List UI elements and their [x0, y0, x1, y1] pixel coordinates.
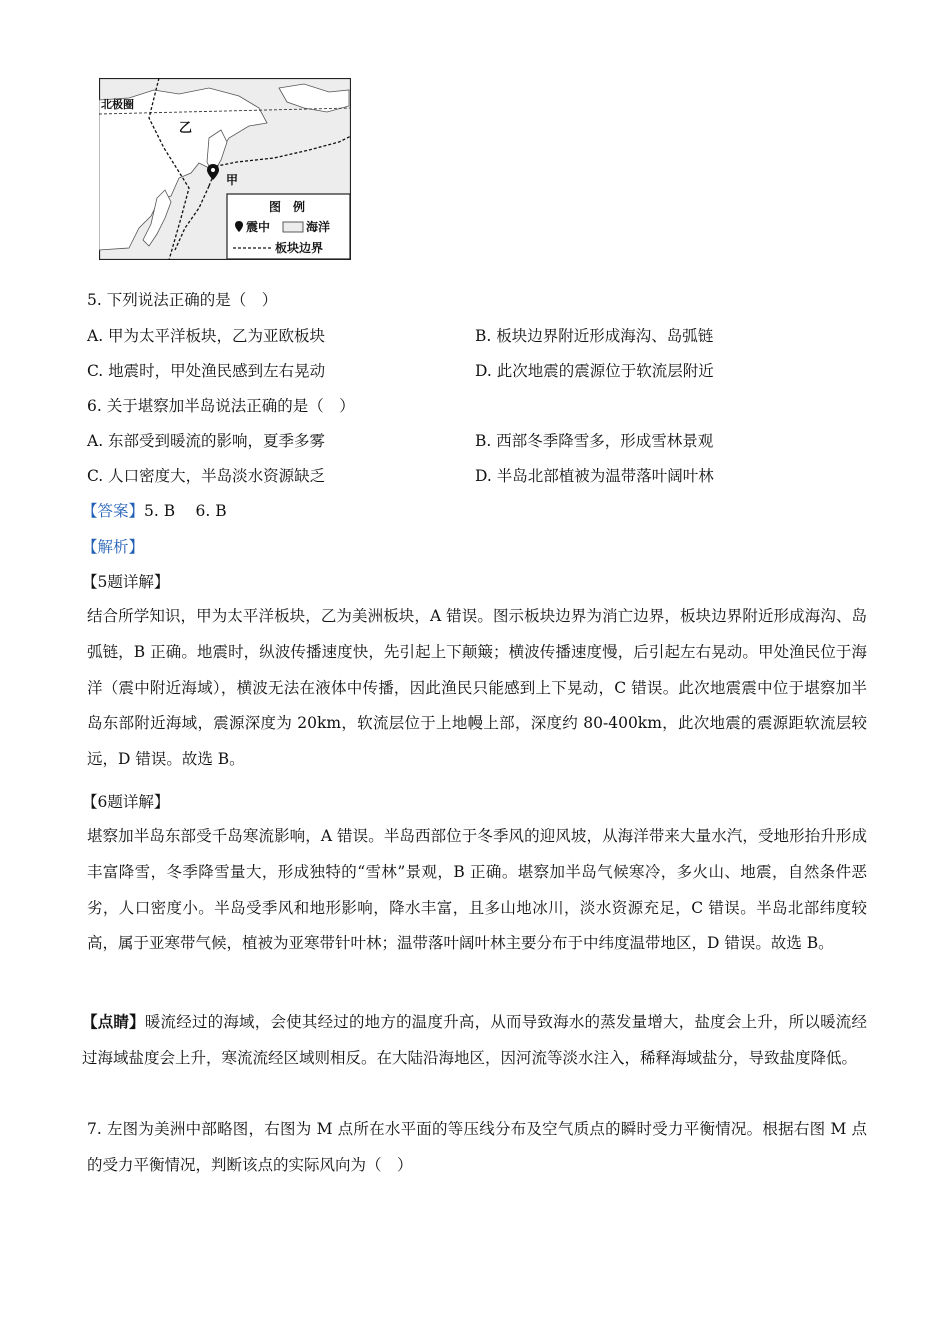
legend-ocean-swatch — [283, 222, 303, 232]
answer-line — [82, 500, 227, 522]
kamchatka-map — [99, 78, 351, 260]
legend-boundary-label: 板块边界 — [275, 241, 324, 255]
answer-text: 5. B 6. B — [144, 502, 227, 520]
detail-6-text: 堪察加半岛东部受千岛寒流影响，A 错误。半岛西部位于冬季风的迎风坡，从海洋带来大量水汽，受地形抬升形成丰富降雪，冬季降雪量大，形成独特的“雪林”景观，B 正确。堪察加半岛气候寒冷，多火山、地震，自然条件恶劣，人口密度小。半岛受季风和地形影响，降水丰富，且多山地冰川，淡水资源充足，C 错误。半岛北部纬度较高，属于亚寒带气候，植被为亚寒带针叶林；温带落叶阔叶林主要分布于中纬度温带地区，D 错误。故选 B。 — [87, 827, 867, 953]
q5-option-a: A. 甲为太平洋板块，乙为亚欧板块 — [87, 327, 326, 345]
tip-tag: 【点睛】 — [82, 1012, 145, 1031]
tip-paragraph — [82, 1004, 867, 1077]
answer-tag: 【答案】 — [82, 502, 145, 520]
legend-title: 图 例 — [269, 200, 306, 214]
detail-6-tag: 【6题详解】 — [82, 793, 170, 811]
tip-text: 暖流经过的海域，会使其经过的地方的温度升高，从而导致海水的蒸发量增大，盐度会上升，所以暖流经过海域盐度会上升，寒流流经区域则相反。在大陆沿海地区，因河流等淡水注入，稀释海域盐分，导致盐度降低。 — [82, 1013, 867, 1067]
q5-stem: 5. 下列说法正确的是（ ） — [87, 291, 278, 309]
q6-option-a: A. 东部受到暖流的影响，夏季多雾 — [87, 432, 326, 450]
q6-option-b: B. 西部冬季降雪多，形成雪林景观 — [475, 432, 714, 450]
q5-option-b: B. 板块边界附近形成海沟、岛弧链 — [475, 327, 714, 345]
legend-epicenter-label: 震中 — [246, 220, 271, 234]
legend-ocean-label: 海洋 — [306, 220, 331, 234]
q7-stem: 7. 左图为美洲中部略图，右图为 M 点所在水平面的等压线分布及空气质点的瞬时受力平衡情况。根据右图 M 点的受力平衡情况，判断该点的实际风向为（ ） — [87, 1120, 867, 1174]
map-label-yi: 乙 — [179, 121, 193, 136]
q6-stem: 6. 关于堪察加半岛说法正确的是（ ） — [87, 397, 355, 415]
q6-option-c: C. 人口密度大，半岛淡水资源缺乏 — [87, 467, 326, 485]
q5-option-c: C. 地震时，甲处渔民感到左右晃动 — [87, 362, 326, 380]
analysis-tag: 【解析】 — [82, 538, 145, 556]
detail-5-text: 结合所学知识，甲为太平洋板块，乙为美洲板块，A 错误。图示板块边界为消亡边界，板块边界附近形成海沟、岛弧链，B 正确。地震时，纵波传播速度快，先引起上下颠簸；横波传播速度慢，后引起左右晃动。甲处渔民位于海洋（震中附近海域），横波无法在液体中传播，因此渔民只能感到上下晃动，C 错误。此次地震震中位于堪察加半岛东部附近海域，震源深度为 20km，软流层位于上地幔上部，深度约 80-400km，此次地震的震源距软流层较远，D 错误。故选 B。 — [87, 607, 867, 769]
detail-5-tag: 【5题详解】 — [82, 573, 170, 591]
q5-option-d: D. 此次地震的震源位于软流层附近 — [475, 362, 714, 380]
map-label-jia: 甲 — [226, 173, 239, 187]
map-label-arctic: 北极圈 — [101, 98, 134, 111]
q6-option-d: D. 半岛北部植被为温带落叶阔叶林 — [475, 467, 714, 485]
epicenter-dot — [211, 168, 215, 172]
